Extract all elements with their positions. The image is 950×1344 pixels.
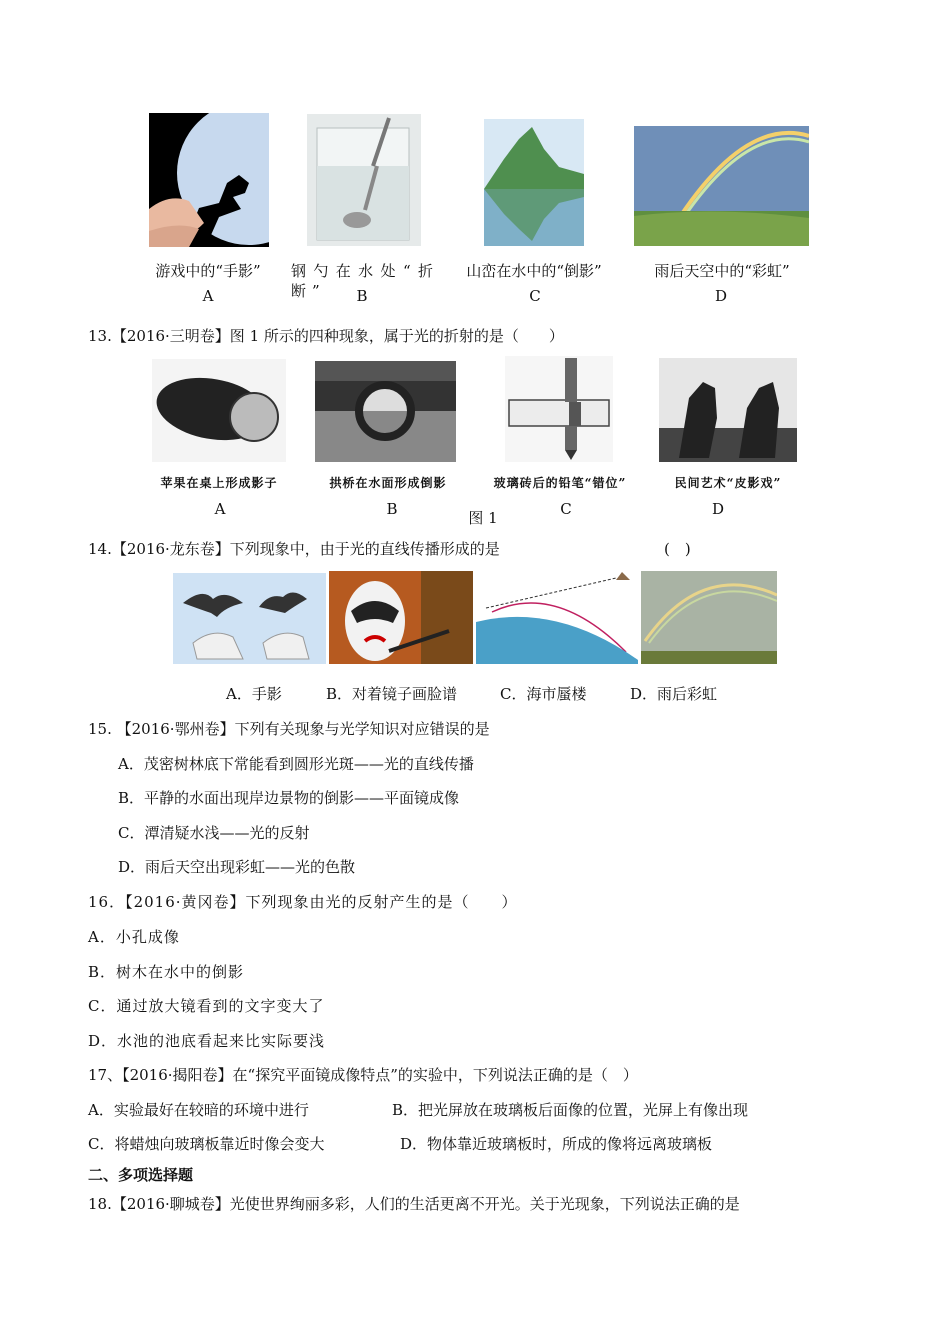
q12-caption-b: 钢勺在水处“折断” xyxy=(291,262,439,300)
q12-letter-d: D xyxy=(714,287,728,305)
rainbow-photo xyxy=(634,126,809,246)
q12-caption-c: 山峦在水中的“倒影” xyxy=(466,262,602,280)
q14-option-b: B．对着镜子画脸谱 xyxy=(326,685,458,703)
q13-letter-b: B xyxy=(386,500,398,518)
q16-option-d: D．水池的池底看起来比实际要浅 xyxy=(88,1032,326,1050)
q16-option-c: C．通过放大镜看到的文字变大了 xyxy=(88,997,325,1015)
spoon-glass-photo xyxy=(307,114,421,246)
arch-bridge-figure xyxy=(315,361,456,462)
figure-label: 图 1 xyxy=(468,509,498,527)
q13-caption-d: 民间艺术“皮影戏” xyxy=(674,476,782,490)
q17-option-a: A．实验最好在较暗的环境中进行 xyxy=(88,1101,309,1119)
q14-option-a: A．手影 xyxy=(226,685,282,703)
q17-option-b: B．把光屏放在玻璃板后面像的位置，光屏上有像出现 xyxy=(392,1101,749,1119)
q12-letter-b: B xyxy=(356,287,368,305)
q16-option-a: A．小孔成像 xyxy=(88,928,180,946)
q15-option-d: D．雨后天空出现彩虹——光的色散 xyxy=(118,858,356,876)
q16-option-b: B．树木在水中的倒影 xyxy=(88,963,245,981)
q12-caption-d: 雨后天空中的“彩虹” xyxy=(654,262,790,280)
q18-stem: 18.【2016·聊城卷】光使世界绚丽多彩，人们的生活更离不开光。关于光现象，下列说法正确的是 xyxy=(88,1195,740,1213)
q15-option-b: B．平静的水面出现岸边景物的倒影——平面镜成像 xyxy=(118,789,460,807)
q14-option-c: C．海市蜃楼 xyxy=(500,685,587,703)
q13-letter-d: D xyxy=(711,500,725,518)
q17-option-d: D．物体靠近玻璃板时，所成的像将远离玻璃板 xyxy=(400,1135,713,1153)
mirage-diagram xyxy=(476,572,638,664)
q15-option-c: C．潭清疑水浅——光的反射 xyxy=(118,824,310,842)
q12-caption-a: 游戏中的“手影” xyxy=(155,262,261,280)
q13-caption-c: 玻璃砖后的铅笔“错位” xyxy=(493,476,627,490)
shadow-puppet-figure xyxy=(659,358,797,462)
face-painting-photo xyxy=(329,571,473,664)
hand-shadow-illustration xyxy=(173,573,326,664)
q15-option-a: A．茂密树林底下常能看到圆形光斑——光的直线传播 xyxy=(118,755,474,773)
q13-letter-c: C xyxy=(560,500,572,518)
q17-option-c: C．将蜡烛向玻璃板靠近时像会变大 xyxy=(88,1135,325,1153)
q17-stem: 17、【2016·揭阳卷】在“探究平面镜成像特点”的实验中，下列说法正确的是（ ） xyxy=(88,1066,638,1084)
q13-caption-b: 拱桥在水面形成倒影 xyxy=(329,476,447,490)
apple-shadow-figure xyxy=(152,359,286,462)
rainbow-field-photo xyxy=(641,571,777,664)
q15-stem: 15. 【2016·鄂州卷】下列有关现象与光学知识对应错误的是 xyxy=(88,720,490,738)
q13-stem: 13.【2016·三明卷】图 1 所示的四种现象，属于光的折射的是（ ） xyxy=(88,327,564,345)
q13-caption-a: 苹果在桌上形成影子 xyxy=(160,476,278,490)
q14-answer-paren: ( ) xyxy=(664,540,691,558)
mountain-reflection-photo xyxy=(484,119,584,246)
q16-stem: 16．【2016·黄冈卷】下列现象由光的反射产生的是（ ） xyxy=(88,893,518,911)
q12-letter-c: C xyxy=(529,287,541,305)
hand-shadow-photo xyxy=(149,113,269,247)
section-title: 二、多项选择题 xyxy=(88,1166,194,1184)
q13-letter-a: A xyxy=(214,500,226,518)
q14-option-d: D．雨后彩虹 xyxy=(630,685,718,703)
pencil-glass-figure xyxy=(505,356,613,462)
q14-stem: 14.【2016·龙东卷】下列现象中，由于光的直线传播形成的是 xyxy=(88,540,500,558)
q12-letter-a: A xyxy=(202,287,214,305)
